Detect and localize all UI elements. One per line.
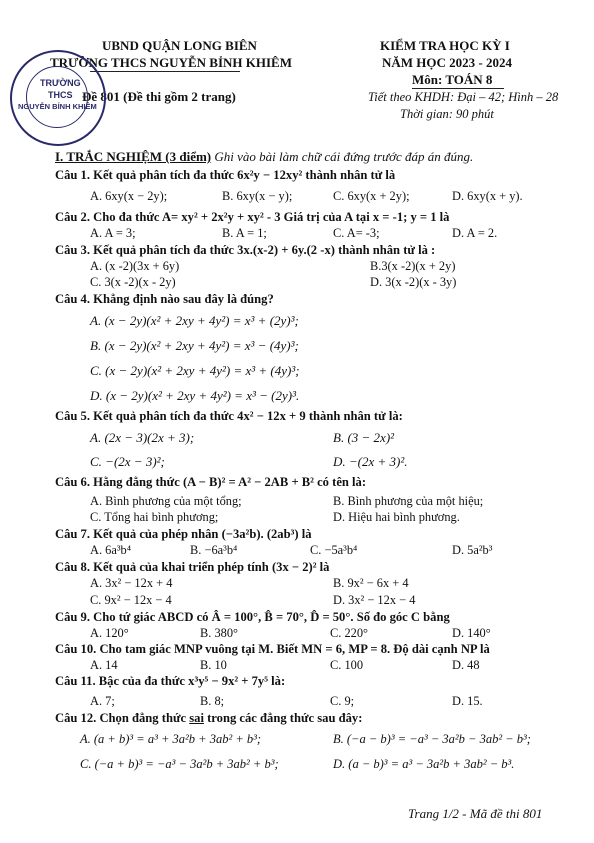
curriculum-info: Tiết theo KHDH: Đại – 42; Hình – 28	[368, 90, 559, 104]
stamp-text-line2: THCS	[48, 90, 73, 100]
q5-option-c: C. −(2x − 3)²;	[90, 454, 165, 469]
school-year: NĂM HỌC 2023 - 2024	[382, 55, 512, 70]
question-9	[55, 610, 450, 625]
question-label: Câu 4.	[55, 292, 90, 306]
q3-option-a: A. (x -2)(3x + 6y)	[90, 259, 180, 273]
q2-option-c: C. A= -3;	[333, 226, 380, 240]
q8-option-d: D. 3x² − 12x − 4	[333, 593, 416, 607]
q3-option-d: D. 3(x -2)(x - 3y)	[370, 275, 457, 289]
q12-option-c: C. (−a + b)³ = −a³ − 3a²b + 3ab² + b³;	[80, 757, 279, 771]
stamp-text-line1: TRƯỜNG	[40, 78, 81, 88]
question-6	[55, 475, 366, 490]
section-instruction: Ghi vào bài làm chữ cái đứng trước đáp án đúng.	[214, 149, 474, 164]
subject: Môn: TOÁN 8	[412, 72, 493, 87]
question-text: Chọn đẳng thức	[99, 711, 190, 725]
q10-option-a: A. 14	[90, 658, 118, 672]
question-text-end: trong các đẳng thức sau đây:	[203, 711, 363, 725]
q6-option-d: D. Hiệu hai bình phương.	[333, 510, 460, 524]
question-11	[55, 674, 285, 689]
question-label: Câu 1.	[55, 168, 90, 182]
question-label: Câu 8.	[55, 560, 90, 574]
q7-option-a: A. 6a³b⁴	[90, 543, 132, 557]
question-5	[55, 409, 403, 424]
q1-option-a: A. 6xy(x − 2y);	[90, 189, 168, 203]
q10-option-d: D. 48	[452, 658, 480, 672]
q4-option-a: A. (x − 2y)(x² + 2xy + 4y²) = x³ + (2y)³;	[90, 313, 299, 328]
q12-option-d: D. (a − b)³ = a³ − 3a²b + 3ab² − b³.	[333, 757, 515, 771]
q7-option-b: B. −6a³b⁴	[190, 543, 238, 557]
question-10	[55, 642, 490, 657]
q9-option-a: A. 120°	[90, 626, 129, 640]
question-text: Bậc của đa thức x³y⁵ − 9x² + 7y⁵ là:	[98, 674, 286, 688]
question-label: Câu 11.	[55, 674, 96, 688]
question-text: Kết quả phân tích đa thức 4x² − 12x + 9 thành nhân tử là:	[93, 409, 403, 423]
question-text: Kết quả của khai triển phép tính (3x − 2)² là	[93, 560, 330, 574]
school-name: TRƯỜNG THCS NGUYỄN BỈNH KHIÊM	[50, 55, 292, 70]
duration: Thời gian: 90 phút	[400, 107, 494, 121]
stamp-text-line3: NGUYỄN BỈNH KHIÊM	[18, 102, 97, 111]
q2-option-a: A. A = 3;	[90, 226, 136, 240]
question-label: Câu 7.	[55, 527, 90, 541]
q6-option-a: A. Bình phương của một tổng;	[90, 494, 242, 508]
question-text: Kết quả phân tích đa thức 6x²y − 12xy² thành nhân tử là	[93, 168, 396, 182]
question-1	[55, 168, 395, 183]
exam-title: KIỂM TRA HỌC KỲ I	[380, 38, 510, 53]
q8-option-c: C. 9x² − 12x − 4	[90, 593, 172, 607]
question-4	[55, 292, 274, 307]
question-label: Câu 9.	[55, 610, 90, 624]
header-underline-left	[90, 71, 240, 72]
school-stamp	[10, 50, 106, 146]
q10-option-b: B. 10	[200, 658, 227, 672]
section-title: I. TRẮC NGHIỆM (3 điểm)	[55, 149, 212, 164]
question-3	[55, 243, 435, 258]
q8-option-a: A. 3x² − 12x + 4	[90, 576, 173, 590]
q9-option-c: C. 220°	[330, 626, 369, 640]
page-footer: Trang 1/2 - Mã đề thi 801	[408, 806, 543, 821]
question-text: Khẳng định nào sau đây là đúng?	[93, 292, 274, 306]
exam-code: Đề 801 (Đề thi gồm 2 trang)	[82, 89, 236, 104]
q1-option-d: D. 6xy(x + y).	[452, 189, 523, 203]
question-label: Câu 5.	[55, 409, 90, 423]
q6-option-c: C. Tổng hai bình phương;	[90, 510, 219, 524]
q5-option-a: A. (2x − 3)(2x + 3);	[90, 430, 195, 445]
q7-option-c: C. −5a³b⁴	[310, 543, 358, 557]
question-label: Câu 3.	[55, 243, 90, 257]
q5-option-b: B. (3 − 2x)²	[333, 430, 395, 445]
q11-option-c: C. 9;	[330, 694, 355, 708]
question-2	[55, 210, 449, 225]
q11-option-a: A. 7;	[90, 694, 115, 708]
q3-option-b: B.3(x -2)(x + 2y)	[370, 259, 456, 273]
question-text-emphasis: sai	[189, 711, 204, 725]
q10-option-c: C. 100	[330, 658, 364, 672]
school-district: UBND QUẬN LONG BIÊN	[102, 38, 257, 53]
q2-option-b: B. A = 1;	[222, 226, 267, 240]
question-text: Cho tứ giác ABCD có Â = 100°, B̂ = 70°, D̂ = 50°. Số đo góc C bằng	[93, 610, 450, 624]
q9-option-b: B. 380°	[200, 626, 239, 640]
question-8	[55, 560, 329, 575]
q12-option-a: A. (a + b)³ = a³ + 3a²b + 3ab² + b³;	[80, 732, 262, 746]
q11-option-b: B. 8;	[200, 694, 225, 708]
q3-option-c: C. 3(x -2)(x - 2y)	[90, 275, 176, 289]
q4-option-b: B. (x − 2y)(x² + 2xy + 4y²) = x³ − (4y)³;	[90, 338, 299, 353]
question-text: Kết quả phân tích đa thức 3x.(x-2) + 6y.(2 -x) thành nhân tử là :	[93, 243, 436, 257]
question-label: Câu 2.	[55, 210, 90, 224]
section-heading	[55, 149, 473, 165]
q4-option-d: D. (x − 2y)(x² + 2xy + 4y²) = x³ − (2y)³.	[90, 388, 300, 403]
q7-option-d: D. 5a²b³	[452, 543, 493, 557]
q2-option-d: D. A = 2.	[452, 226, 498, 240]
q11-option-d: D. 15.	[452, 694, 483, 708]
question-label: Câu 6.	[55, 475, 90, 489]
question-label: Câu 12.	[55, 711, 97, 725]
question-text: Cho đa thức A= xy² + 2x²y + xy² - 3 Giá trị của A tại x = -1; y = 1 là	[93, 210, 450, 224]
q9-option-d: D. 140°	[452, 626, 491, 640]
q1-option-c: C. 6xy(x + 2y);	[333, 189, 410, 203]
q6-option-b: B. Bình phương của một hiệu;	[333, 494, 484, 508]
q8-option-b: B. 9x² − 6x + 4	[333, 576, 409, 590]
question-text: Hằng đẳng thức (A − B)² = A² − 2AB + B² có tên là:	[93, 475, 367, 489]
question-12	[55, 711, 362, 726]
q1-option-b: B. 6xy(x − y);	[222, 189, 293, 203]
header-underline-right	[412, 88, 504, 89]
q4-option-c: C. (x − 2y)(x² + 2xy + 4y²) = x³ + (4y)³;	[90, 363, 300, 378]
q12-option-b: B. (−a − b)³ = −a³ − 3a²b − 3ab² − b³;	[333, 732, 531, 746]
question-text: Cho tam giác MNP vuông tại M. Biết MN = 6, MP = 8. Độ dài cạnh NP là	[99, 642, 490, 656]
q5-option-d: D. −(2x + 3)².	[333, 454, 408, 469]
question-7	[55, 527, 312, 542]
question-label: Câu 10.	[55, 642, 97, 656]
question-text: Kết quả của phép nhân (−3a²b). (2ab³) là	[93, 527, 312, 541]
